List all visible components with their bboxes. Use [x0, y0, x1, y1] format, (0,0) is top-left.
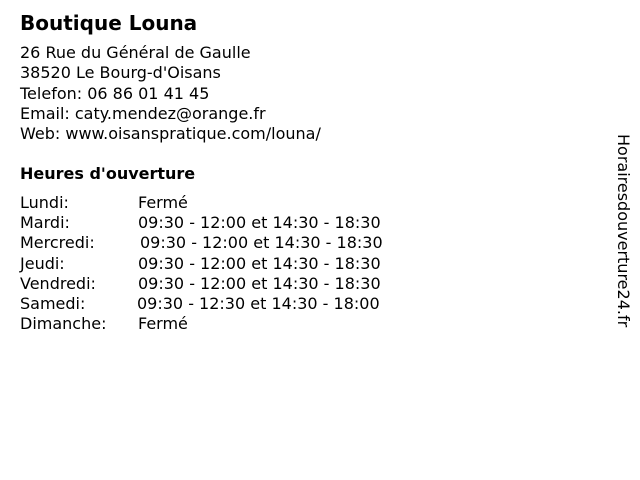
time-value: 09:30 - 12:00 et 14:30 - 18:30: [138, 273, 381, 293]
time-value: Fermé: [138, 314, 188, 334]
time-value: 09:30 - 12:30 et 14:30 - 18:00: [137, 293, 380, 313]
address-city: 38520 Le Bourg-d'Oisans: [20, 63, 221, 83]
time-value: 09:30 - 12:00 et 14:30 - 18:30: [138, 213, 381, 233]
day-label: Mardi:: [20, 213, 70, 233]
day-label: Lundi:: [20, 193, 69, 212]
day-label: Jeudi:: [20, 253, 65, 273]
email-address: Email: caty.mendez@orange.fr: [20, 103, 266, 123]
hours-heading: Heures d'ouverture: [20, 164, 196, 183]
day-label: Mercredi:: [20, 233, 95, 253]
time-value: Fermé: [138, 193, 188, 212]
day-label: Samedi:: [20, 293, 86, 313]
day-label: Vendredi:: [20, 273, 96, 293]
website-address: Web: www.oisanspratique.com/louna/: [20, 124, 321, 144]
time-value: 09:30 - 12:00 et 14:30 - 18:30: [140, 233, 383, 253]
address-street: 26 Rue du Général de Gaulle: [20, 43, 251, 62]
day-label: Dimanche:: [20, 314, 107, 334]
phone-number: Telefon: 06 86 01 41 45: [20, 83, 210, 103]
contact-block: [20, 43, 321, 144]
site-watermark: Horairesdouverture24.fr: [614, 134, 633, 328]
shop-name: Boutique Louna: [20, 11, 198, 35]
time-value: 09:30 - 12:00 et 14:30 - 18:30: [138, 253, 381, 273]
